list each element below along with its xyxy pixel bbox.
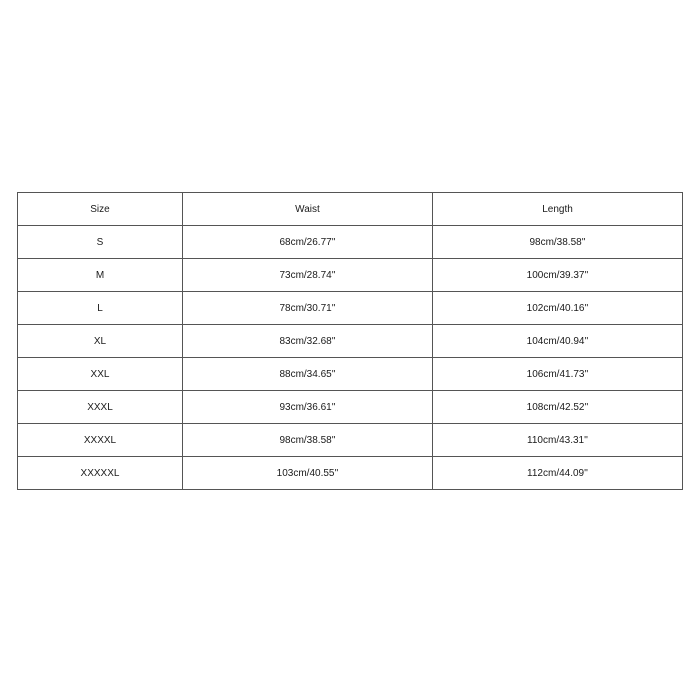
- length-cell: 104cm/40.94'': [433, 325, 683, 358]
- length-cell: 112cm/44.09'': [433, 457, 683, 490]
- size-cell: M: [18, 259, 183, 292]
- header-waist: Waist: [183, 193, 433, 226]
- size-cell: XXXL: [18, 391, 183, 424]
- waist-cell: 83cm/32.68'': [183, 325, 433, 358]
- waist-cell: 78cm/30.71'': [183, 292, 433, 325]
- waist-cell: 88cm/34.65'': [183, 358, 433, 391]
- size-cell: S: [18, 226, 183, 259]
- table-row: [18, 259, 683, 292]
- length-cell: 100cm/39.37'': [433, 259, 683, 292]
- size-chart-table: [17, 192, 683, 490]
- length-cell: 98cm/38.58'': [433, 226, 683, 259]
- table-row: [18, 391, 683, 424]
- waist-cell: 103cm/40.55'': [183, 457, 433, 490]
- size-cell: XXXXL: [18, 424, 183, 457]
- length-cell: 108cm/42.52'': [433, 391, 683, 424]
- table-row: [18, 457, 683, 490]
- table-row: [18, 325, 683, 358]
- length-cell: 106cm/41.73'': [433, 358, 683, 391]
- table-row: [18, 358, 683, 391]
- size-cell: L: [18, 292, 183, 325]
- size-cell: XXXXXL: [18, 457, 183, 490]
- waist-cell: 98cm/38.58'': [183, 424, 433, 457]
- length-cell: 102cm/40.16'': [433, 292, 683, 325]
- header-length: Length: [433, 193, 683, 226]
- size-cell: XL: [18, 325, 183, 358]
- header-size: Size: [18, 193, 183, 226]
- waist-cell: 68cm/26.77'': [183, 226, 433, 259]
- table-row: [18, 424, 683, 457]
- table-row: [18, 292, 683, 325]
- waist-cell: 93cm/36.61'': [183, 391, 433, 424]
- size-cell: XXL: [18, 358, 183, 391]
- table-header-row: [18, 193, 683, 226]
- table-row: [18, 226, 683, 259]
- length-cell: 110cm/43.31'': [433, 424, 683, 457]
- waist-cell: 73cm/28.74'': [183, 259, 433, 292]
